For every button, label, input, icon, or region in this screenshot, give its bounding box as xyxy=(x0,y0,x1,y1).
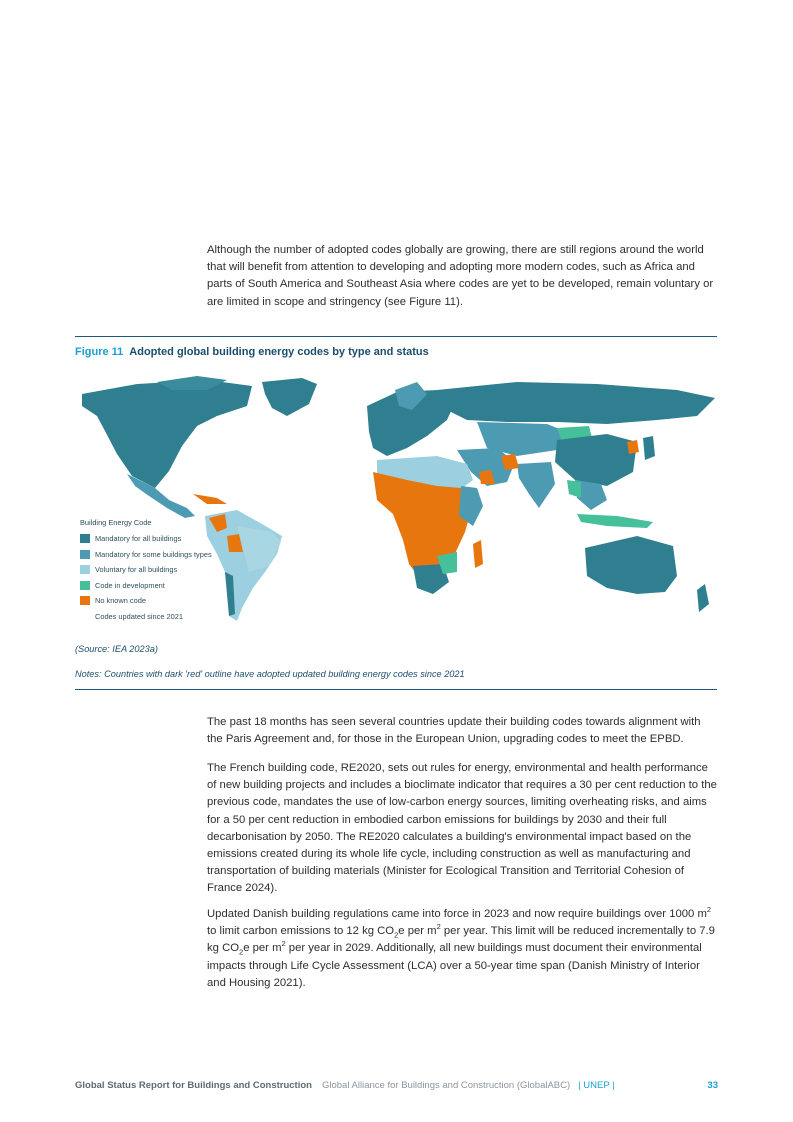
legend-item-voluntary xyxy=(80,562,212,578)
legend-swatch xyxy=(80,565,90,574)
p3-sup: 2 xyxy=(281,939,286,949)
body-paragraph-3 xyxy=(207,906,719,992)
p3-text: Updated Danish building regulations came into force in 2023 and now require buildings over 1000 m xyxy=(207,908,707,920)
japan-region xyxy=(643,436,655,460)
korea-nocode xyxy=(627,440,639,454)
legend-item-no-code xyxy=(80,593,212,609)
legend-label: No known code xyxy=(95,596,146,606)
africa-nocode-region xyxy=(373,472,473,580)
figure-title-text: Adopted global building energy codes by type and status xyxy=(129,346,429,358)
p3-sup: 2 xyxy=(436,922,441,932)
page-footer xyxy=(75,1080,718,1091)
footer-unep: | UNEP | xyxy=(578,1080,615,1091)
indonesia-region xyxy=(577,514,653,528)
figure-notes: Notes: Countries with dark 'red' outline have adopted updated building energy codes since 2021 xyxy=(75,669,465,679)
page-number: 33 xyxy=(707,1080,718,1091)
p3-sub: 2 xyxy=(394,930,399,940)
russia-region xyxy=(437,382,715,424)
legend-label: Mandatory for some buildings types xyxy=(95,549,212,559)
body-paragraph-1: The past 18 months has seen several countries update their building codes towards alignment with the Paris Agreement and, for those in the European Union, upgrading codes to meet the EPBD. xyxy=(207,716,701,746)
legend-swatch xyxy=(80,581,90,590)
legend-item-in-development xyxy=(80,578,212,594)
figure-bottom-rule xyxy=(75,689,717,690)
india-region xyxy=(517,462,555,508)
p3-text: e per m xyxy=(243,942,282,955)
footer-report-title: Global Status Report for Buildings and Construction xyxy=(75,1080,312,1091)
p3-text: per year in 2029. Additionally, all new buildings must document their environmental impacts through Life Cycle Assessment (LCA) over a 50-year time span (Danish Ministry of Interior and Housing 2021). xyxy=(207,942,702,989)
north-america-region xyxy=(82,380,252,488)
p3-text: e per m xyxy=(398,925,437,938)
caribbean-region xyxy=(193,494,227,504)
legend-title: Building Energy Code xyxy=(80,518,152,527)
intro-paragraph: Although the number of adopted codes globally are growing, there are still regions around the world that will benefit from attention to developing and adopting more modern codes, such as Africa and parts of South America and Southeast Asia where codes are yet to be developed, remain voluntary or are limited in scope and stringency (see Figure 11). xyxy=(207,244,714,308)
legend-swatch xyxy=(80,550,90,559)
body-paragraph-2: The French building code, RE2020, sets out rules for energy, environmental and health performance of new building projects and includes a bioclimate indicator that requires a 30 per cent reduction to the previous code, mandates the use of low-carbon energy sources, limiting overheating risks, and aims for a 50 per cent reduction in embodied carbon emissions for buildings by 2030 and their full decarbonisation by 2050. The RE2020 calculates a building's environmental impact based on the emissions created during its whole life cycle, including construction as well as manufacturing and transportation of building materials (Minister for Ecological Transition and Territorial Cohesion of France 2024). xyxy=(207,762,717,895)
greenland-region xyxy=(262,378,317,416)
legend-swatch xyxy=(80,612,90,621)
madagascar-nocode xyxy=(473,540,483,568)
legend-swatch xyxy=(80,534,90,543)
legend-item-mandatory-all xyxy=(80,531,212,547)
p3-text: to limit carbon emissions to 12 kg CO xyxy=(207,925,395,938)
legend-swatch xyxy=(80,596,90,605)
figure-title xyxy=(75,346,429,358)
legend-item-updated xyxy=(80,609,212,625)
legend-label: Voluntary for all buildings xyxy=(95,565,178,575)
legend-label: Mandatory for all buildings xyxy=(95,534,182,544)
legend-label: Codes updated since 2021 xyxy=(95,611,183,621)
southeast-asia-dev xyxy=(567,480,581,498)
figure-top-rule xyxy=(75,336,717,337)
australia-region xyxy=(585,536,677,594)
p3-text: per year. This limit will be reduced incrementally to 7.9 kg CO xyxy=(207,925,715,955)
figure-source: (Source: IEA 2023a) xyxy=(75,644,158,654)
legend-item-mandatory-some xyxy=(80,547,212,563)
legend-label: Code in development xyxy=(95,580,165,590)
p3-sup: 2 xyxy=(706,905,712,915)
new-zealand-region xyxy=(697,584,709,612)
china-region xyxy=(555,434,637,486)
footer-alliance: Global Alliance for Buildings and Construction (GlobalABC) xyxy=(321,1080,571,1091)
map-legend xyxy=(80,518,212,624)
p3-sub: 2 xyxy=(239,947,244,957)
figure-number: Figure 11 xyxy=(75,346,124,358)
